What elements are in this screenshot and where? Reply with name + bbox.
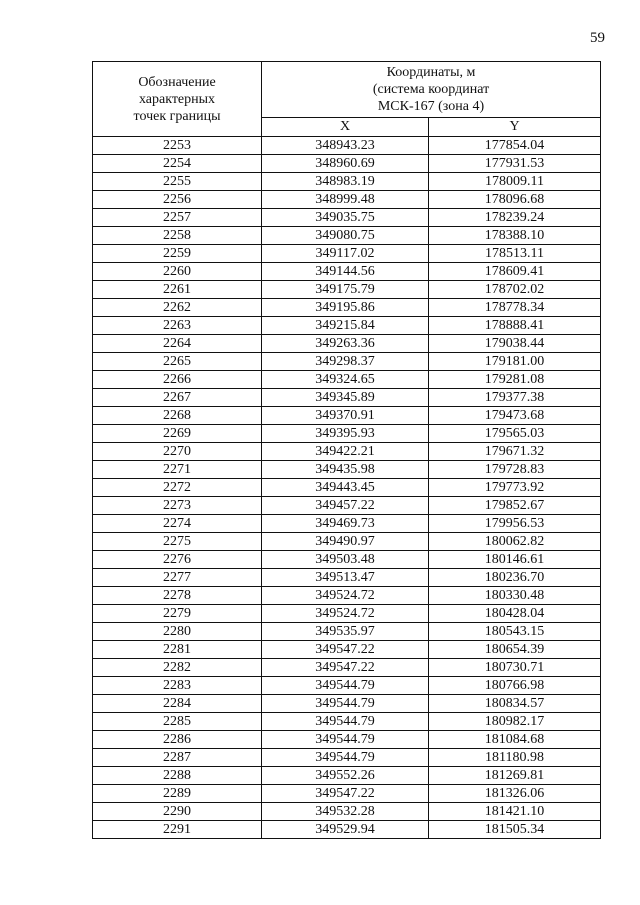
table-row bbox=[93, 353, 601, 371]
x-coordinate-cell: 349435.98 bbox=[262, 461, 429, 479]
x-coordinate-cell: 349422.21 bbox=[262, 443, 429, 461]
x-coordinate-cell: 349535.97 bbox=[262, 623, 429, 641]
x-coordinate-cell: 349195.86 bbox=[262, 299, 429, 317]
x-coordinate-cell: 349503.48 bbox=[262, 551, 429, 569]
table-row bbox=[93, 245, 601, 263]
point-id-cell: 2288 bbox=[93, 767, 262, 785]
point-id-cell: 2277 bbox=[93, 569, 262, 587]
x-coordinate-cell: 349544.79 bbox=[262, 749, 429, 767]
x-coordinate-cell: 349457.22 bbox=[262, 497, 429, 515]
header-line: МСК-167 (зона 4) bbox=[377, 99, 485, 115]
point-id-cell: 2259 bbox=[93, 245, 262, 263]
page-number: 59 bbox=[590, 30, 605, 46]
y-coordinate-cell: 178609.41 bbox=[429, 263, 601, 281]
x-coordinate-cell: 349547.22 bbox=[262, 659, 429, 677]
point-id-cell: 2269 bbox=[93, 425, 262, 443]
point-id-cell: 2262 bbox=[93, 299, 262, 317]
x-coordinate-cell: 349035.75 bbox=[262, 209, 429, 227]
y-coordinate-cell: 180730.71 bbox=[429, 659, 601, 677]
point-id-cell: 2261 bbox=[93, 281, 262, 299]
table-row bbox=[93, 479, 601, 497]
y-coordinate-cell: 178888.41 bbox=[429, 317, 601, 335]
y-coordinate-cell: 181269.81 bbox=[429, 767, 601, 785]
y-coordinate-cell: 181180.98 bbox=[429, 749, 601, 767]
y-coordinate-cell: 180236.70 bbox=[429, 569, 601, 587]
point-id-cell: 2285 bbox=[93, 713, 262, 731]
y-coordinate-cell: 180982.17 bbox=[429, 713, 601, 731]
header-line: точек границы bbox=[133, 108, 221, 124]
y-coordinate-cell: 181505.34 bbox=[429, 821, 601, 839]
y-coordinate-cell: 180543.15 bbox=[429, 623, 601, 641]
table-row bbox=[93, 659, 601, 677]
table-row bbox=[93, 299, 601, 317]
table-row bbox=[93, 821, 601, 839]
x-coordinate-cell: 349324.65 bbox=[262, 371, 429, 389]
point-id-cell: 2271 bbox=[93, 461, 262, 479]
y-coordinate-cell: 181421.10 bbox=[429, 803, 601, 821]
table-row bbox=[93, 263, 601, 281]
x-coordinate-cell: 349544.79 bbox=[262, 695, 429, 713]
x-coordinate-cell: 349345.89 bbox=[262, 389, 429, 407]
point-id-cell: 2281 bbox=[93, 641, 262, 659]
table-row bbox=[93, 173, 601, 191]
point-id-cell: 2265 bbox=[93, 353, 262, 371]
point-id-cell: 2275 bbox=[93, 533, 262, 551]
table-row bbox=[93, 389, 601, 407]
table-row bbox=[93, 551, 601, 569]
point-id-cell: 2268 bbox=[93, 407, 262, 425]
table-row bbox=[93, 533, 601, 551]
y-coordinate-cell: 181084.68 bbox=[429, 731, 601, 749]
y-coordinate-cell: 180654.39 bbox=[429, 641, 601, 659]
x-coordinate-cell: 348999.48 bbox=[262, 191, 429, 209]
y-coordinate-cell: 179281.08 bbox=[429, 371, 601, 389]
y-column-header: Y bbox=[429, 118, 601, 137]
point-id-cell: 2278 bbox=[93, 587, 262, 605]
point-id-cell: 2280 bbox=[93, 623, 262, 641]
table-row bbox=[93, 461, 601, 479]
header-line: (система координат bbox=[372, 82, 490, 98]
y-coordinate-cell: 179473.68 bbox=[429, 407, 601, 425]
table-row bbox=[93, 623, 601, 641]
x-coordinate-cell: 348983.19 bbox=[262, 173, 429, 191]
x-coordinate-cell: 349529.94 bbox=[262, 821, 429, 839]
y-coordinate-cell: 179565.03 bbox=[429, 425, 601, 443]
table-row bbox=[93, 695, 601, 713]
table-row bbox=[93, 767, 601, 785]
y-coordinate-cell: 178702.02 bbox=[429, 281, 601, 299]
y-coordinate-cell: 178778.34 bbox=[429, 299, 601, 317]
y-coordinate-cell: 177931.53 bbox=[429, 155, 601, 173]
y-coordinate-cell: 178388.10 bbox=[429, 227, 601, 245]
table-row bbox=[93, 155, 601, 173]
point-id-cell: 2254 bbox=[93, 155, 262, 173]
point-id-cell: 2256 bbox=[93, 191, 262, 209]
y-coordinate-cell: 178009.11 bbox=[429, 173, 601, 191]
point-id-cell: 2279 bbox=[93, 605, 262, 623]
coordinates-table bbox=[92, 61, 601, 839]
table-row bbox=[93, 587, 601, 605]
point-id-cell: 2266 bbox=[93, 371, 262, 389]
x-coordinate-cell: 349175.79 bbox=[262, 281, 429, 299]
table-header bbox=[93, 62, 601, 137]
x-coordinate-cell: 349532.28 bbox=[262, 803, 429, 821]
x-coordinate-cell: 349544.79 bbox=[262, 677, 429, 695]
table-row bbox=[93, 641, 601, 659]
x-coordinate-cell: 349544.79 bbox=[262, 731, 429, 749]
x-column-header: X bbox=[262, 118, 429, 137]
coordinates-header bbox=[262, 62, 601, 118]
x-coordinate-cell: 349547.22 bbox=[262, 641, 429, 659]
table-row bbox=[93, 803, 601, 821]
point-id-cell: 2270 bbox=[93, 443, 262, 461]
x-coordinate-cell: 349370.91 bbox=[262, 407, 429, 425]
y-coordinate-cell: 179377.38 bbox=[429, 389, 601, 407]
x-coordinate-cell: 349080.75 bbox=[262, 227, 429, 245]
x-coordinate-cell: 349524.72 bbox=[262, 587, 429, 605]
y-coordinate-cell: 180062.82 bbox=[429, 533, 601, 551]
header-line: Обозначение bbox=[138, 74, 216, 90]
table-row bbox=[93, 677, 601, 695]
table-row bbox=[93, 407, 601, 425]
table-row bbox=[93, 425, 601, 443]
table-row bbox=[93, 317, 601, 335]
table-row bbox=[93, 209, 601, 227]
x-coordinate-cell: 349490.97 bbox=[262, 533, 429, 551]
x-coordinate-cell: 349298.37 bbox=[262, 353, 429, 371]
table-row bbox=[93, 731, 601, 749]
x-coordinate-cell: 349469.73 bbox=[262, 515, 429, 533]
table-row bbox=[93, 371, 601, 389]
y-coordinate-cell: 178513.11 bbox=[429, 245, 601, 263]
point-id-cell: 2284 bbox=[93, 695, 262, 713]
table-row bbox=[93, 227, 601, 245]
table-body bbox=[93, 137, 601, 839]
point-id-cell: 2264 bbox=[93, 335, 262, 353]
point-id-cell: 2260 bbox=[93, 263, 262, 281]
y-coordinate-cell: 178239.24 bbox=[429, 209, 601, 227]
point-designation-header bbox=[93, 62, 262, 137]
point-id-cell: 2263 bbox=[93, 317, 262, 335]
y-coordinate-cell: 179852.67 bbox=[429, 497, 601, 515]
table-row bbox=[93, 749, 601, 767]
table-row bbox=[93, 569, 601, 587]
table-row bbox=[93, 281, 601, 299]
table-row bbox=[93, 191, 601, 209]
y-coordinate-cell: 179773.92 bbox=[429, 479, 601, 497]
x-coordinate-cell: 349144.56 bbox=[262, 263, 429, 281]
table-row bbox=[93, 497, 601, 515]
y-coordinate-cell: 180146.61 bbox=[429, 551, 601, 569]
table-row bbox=[93, 605, 601, 623]
y-coordinate-cell: 177854.04 bbox=[429, 137, 601, 155]
point-id-cell: 2282 bbox=[93, 659, 262, 677]
point-id-cell: 2267 bbox=[93, 389, 262, 407]
point-id-cell: 2283 bbox=[93, 677, 262, 695]
header-line: Координаты, м bbox=[386, 65, 476, 81]
x-coordinate-cell: 349263.36 bbox=[262, 335, 429, 353]
x-coordinate-cell: 349117.02 bbox=[262, 245, 429, 263]
header-line: характерных bbox=[138, 91, 216, 107]
y-coordinate-cell: 179671.32 bbox=[429, 443, 601, 461]
x-coordinate-cell: 349215.84 bbox=[262, 317, 429, 335]
point-id-cell: 2257 bbox=[93, 209, 262, 227]
x-coordinate-cell: 349524.72 bbox=[262, 605, 429, 623]
point-id-cell: 2286 bbox=[93, 731, 262, 749]
table-row bbox=[93, 335, 601, 353]
x-coordinate-cell: 349513.47 bbox=[262, 569, 429, 587]
point-id-cell: 2274 bbox=[93, 515, 262, 533]
point-id-cell: 2255 bbox=[93, 173, 262, 191]
y-coordinate-cell: 179728.83 bbox=[429, 461, 601, 479]
y-coordinate-cell: 181326.06 bbox=[429, 785, 601, 803]
y-coordinate-cell: 179956.53 bbox=[429, 515, 601, 533]
point-id-cell: 2272 bbox=[93, 479, 262, 497]
x-coordinate-cell: 349395.93 bbox=[262, 425, 429, 443]
y-coordinate-cell: 179038.44 bbox=[429, 335, 601, 353]
y-coordinate-cell: 179181.00 bbox=[429, 353, 601, 371]
x-coordinate-cell: 348960.69 bbox=[262, 155, 429, 173]
point-id-cell: 2287 bbox=[93, 749, 262, 767]
y-coordinate-cell: 180766.98 bbox=[429, 677, 601, 695]
point-id-cell: 2273 bbox=[93, 497, 262, 515]
table-row bbox=[93, 137, 601, 155]
x-coordinate-cell: 349443.45 bbox=[262, 479, 429, 497]
table-row bbox=[93, 443, 601, 461]
table-row bbox=[93, 785, 601, 803]
point-id-cell: 2276 bbox=[93, 551, 262, 569]
x-coordinate-cell: 349552.26 bbox=[262, 767, 429, 785]
x-coordinate-cell: 348943.23 bbox=[262, 137, 429, 155]
y-coordinate-cell: 180834.57 bbox=[429, 695, 601, 713]
table-row bbox=[93, 713, 601, 731]
y-coordinate-cell: 180428.04 bbox=[429, 605, 601, 623]
y-coordinate-cell: 178096.68 bbox=[429, 191, 601, 209]
y-coordinate-cell: 180330.48 bbox=[429, 587, 601, 605]
x-coordinate-cell: 349544.79 bbox=[262, 713, 429, 731]
point-id-cell: 2290 bbox=[93, 803, 262, 821]
point-id-cell: 2291 bbox=[93, 821, 262, 839]
point-id-cell: 2289 bbox=[93, 785, 262, 803]
table-row bbox=[93, 515, 601, 533]
x-coordinate-cell: 349547.22 bbox=[262, 785, 429, 803]
point-id-cell: 2258 bbox=[93, 227, 262, 245]
point-id-cell: 2253 bbox=[93, 137, 262, 155]
